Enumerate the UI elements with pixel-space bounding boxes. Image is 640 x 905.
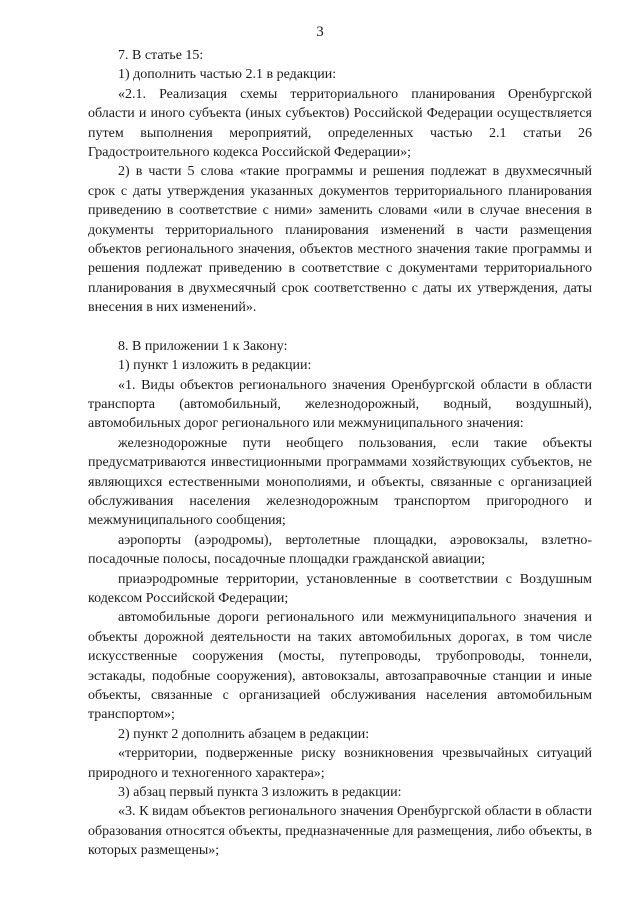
- paragraph-emergency-territories: «территории, подверженные риску возникновения чрезвычайных ситуаций природного и техногенного характера»;: [88, 746, 592, 781]
- paragraph-airports: аэропорты (аэродромы), вертолетные площадки, аэровокзалы, взлетно-посадочные полосы, посадочные площадки гражданской авиации;: [88, 532, 592, 568]
- paragraph-railways: железнодорожные пути необщего пользования, если такие объекты предусматриваются инвестиционными программами хозяйствующих субъектов, не являющихся естественными монополиями, и объекты, связанные с организацией обслуживания населения железнодорожным транспортом пригородного и межмуниципального сообщения;: [88, 435, 592, 529]
- paragraph-roads: автомобильные дороги регионального или межмуниципального значения и объекты дорожной деятельности на таких автомобильных дорогах, в том числе искусственные сооружения (мосты, путепроводы, трубопроводы, тоннели, эстакады, подобные сооружения), автовокзалы, автозаправочные станции и иные объекты, связанные с организацией обслуживания населения автомобильным транспортом»;: [88, 610, 592, 723]
- paragraph-quote-2-1: «2.1. Реализация схемы территориального планирования Оренбургской области и иного субъекта (иных субъектов) Российской Федерации осуществляется путем выполнения мероприятий, определенных частью 2.1 статьи 26 Градостроительного кодекса Российской Федерации»;: [88, 86, 592, 161]
- document-body: [88, 46, 592, 861]
- paragraph-subitem-1-point-1: 1) пункт 1 изложить в редакции:: [118, 358, 312, 374]
- paragraph-subitem-2-point-2: 2) пункт 2 дополнить абзацем в редакции:: [118, 726, 370, 742]
- paragraph-subitem-3-point-3: 3) абзац первый пункта 3 изложить в редакции:: [118, 785, 402, 801]
- paragraph-subitem-2: 2) в части 5 слова «такие программы и решения подлежат в двухмесячный срок с даты утверждения указанных документов территориального планирования приведению в соответствие с ними» заменить словами «или в случае внесения в документы территориального планирования изменений в части размещения объектов регионального значения, объектов местного значения такие программы и решения подлежат приведению в соответствие с документами территориального планирования в двухмесячный срок соответственно с даты их утверждения, даты внесения в них изменений».: [88, 164, 592, 316]
- paragraph-quote-point-3: «3. К видам объектов регионального значения Оренбургской области в области образования относятся объекты, предназначенные для размещения, либо объекты, в которых размещены»;: [88, 804, 592, 859]
- paragraph-airfield-territories: приаэродромные территории, установленные в соответствии с Воздушным кодексом Российской Федерации;: [88, 571, 592, 606]
- paragraph-subitem-1: 1) дополнить частью 2.1 в редакции:: [118, 67, 337, 83]
- paragraph-quote-point-1: «1. Виды объектов регионального значения Оренбургской области в области транспорта (автомобильный, железнодорожный, водный, воздушный), автомобильных дорог регионального или межмуниципального значения:: [88, 377, 592, 432]
- page-number: 3: [316, 24, 324, 40]
- section-spacer: [88, 318, 592, 337]
- paragraph-item-7-heading: 7. В статье 15:: [118, 48, 204, 63]
- paragraph-item-8-heading: 8. В приложении 1 к Закону:: [118, 338, 288, 354]
